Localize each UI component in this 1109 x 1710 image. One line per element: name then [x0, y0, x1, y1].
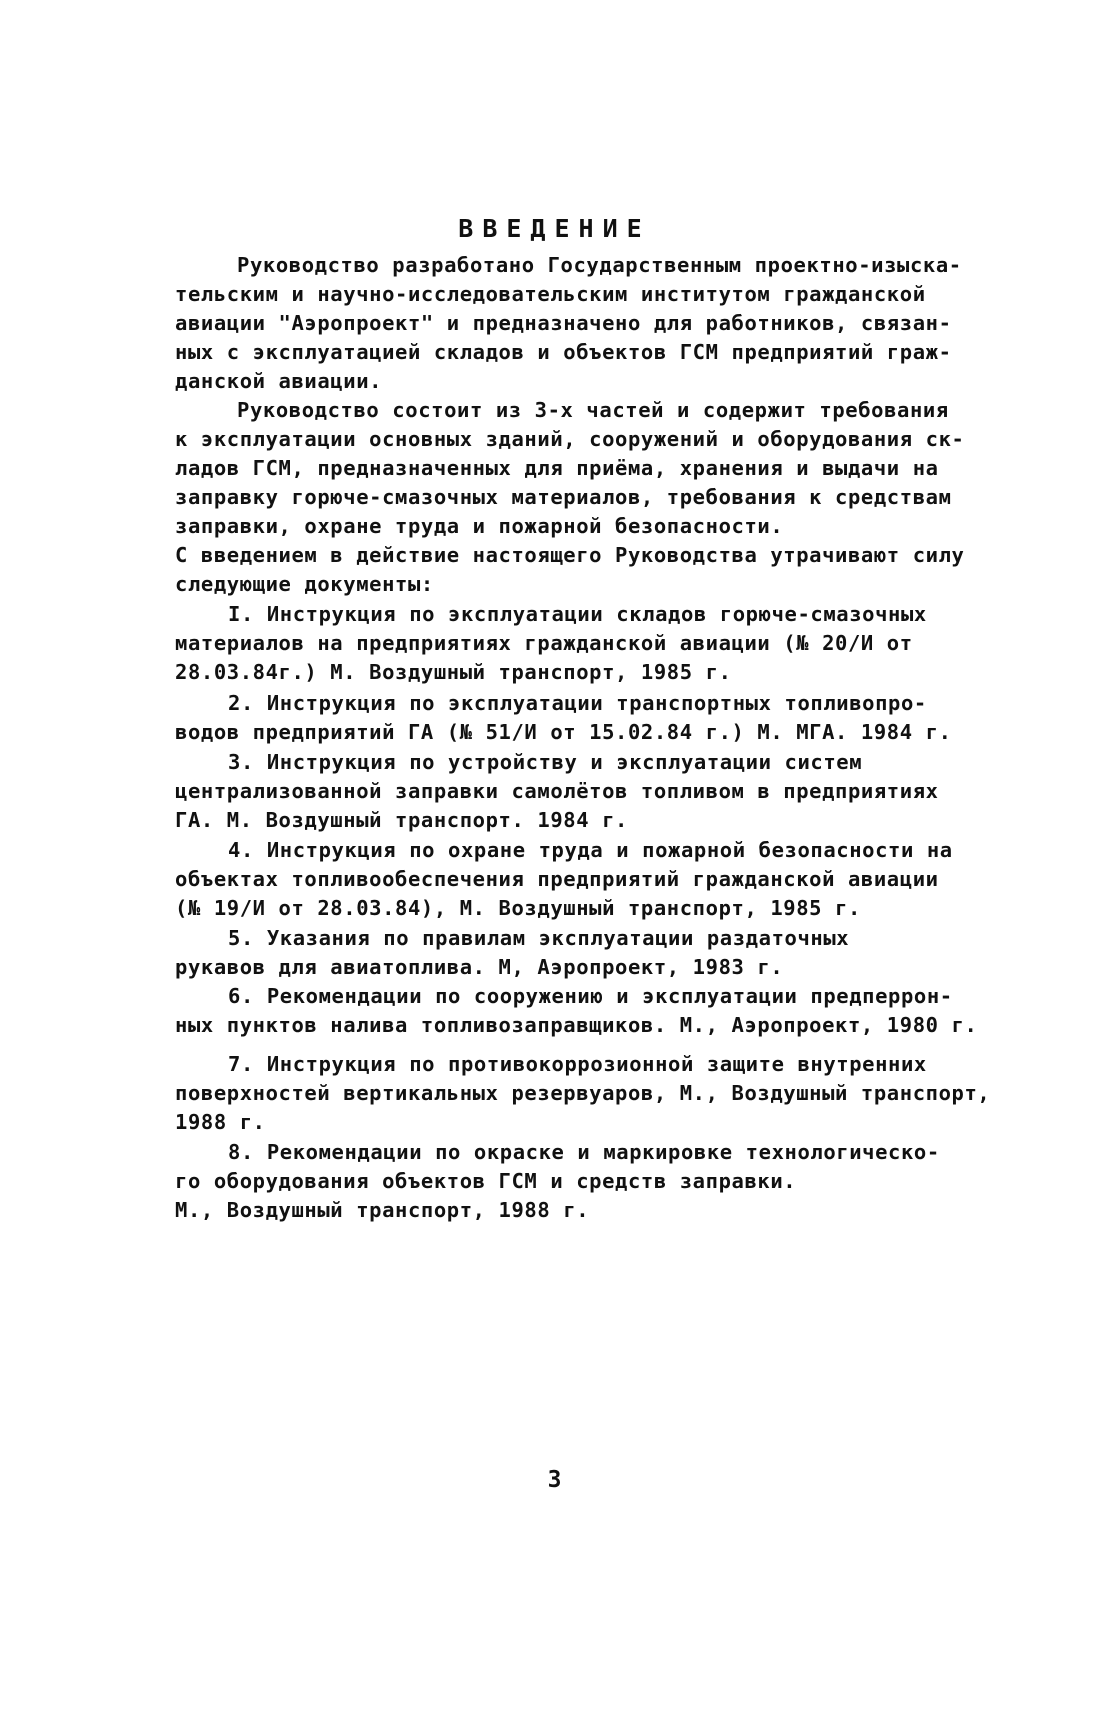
paragraph2-line: заправки, охране труда и пожарной безопасности. [175, 514, 784, 538]
document-item-line: го оборудования объектов ГСМ и средств заправки. [175, 1169, 797, 1193]
paragraph2-line: ладов ГСМ, предназначенных для приёма, хранения и выдачи на [175, 456, 939, 480]
paragraph1-line: ных с эксплуатацией складов и объектов ГСМ предприятий граж- [175, 340, 952, 364]
document-item-line: ГА. М. Воздушный транспорт. 1984 г. [175, 808, 628, 832]
intro-line: С введением в действие настоящего Руководства утрачивают силу [175, 543, 965, 567]
document-item-line: М., Воздушный транспорт, 1988 г. [175, 1198, 590, 1222]
paragraph1-line: данской авиации. [175, 369, 383, 393]
document-item-line: I. Инструкция по эксплуатации складов горюче-смазочных [228, 602, 927, 626]
document-item-line: централизованной заправки самолётов топливом в предприятиях [175, 779, 939, 803]
page-title: ВВЕДЕНИЕ [458, 214, 651, 243]
paragraph1-line: авиации "Аэропроект" и предназначено для работников, связан- [175, 311, 952, 335]
document-item-line: 2. Инструкция по эксплуатации транспортных топливопро- [228, 691, 927, 715]
intro-line: следующие документы: [175, 572, 434, 596]
document-item-line: материалов на предприятиях гражданской авиации (№ 20/И от [175, 631, 913, 655]
document-item-line: объектах топливообеспечения предприятий гражданской авиации [175, 867, 939, 891]
document-item-line: 28.03.84г.) М. Воздушный транспорт, 1985 г. [175, 660, 732, 684]
document-item-line: 6. Рекомендации по сооружению и эксплуатации предперрон- [228, 984, 953, 1008]
document-item-line: 7. Инструкция по противокоррозионной защите внутренних [228, 1052, 927, 1076]
document-item-line: водов предприятий ГА (№ 51/И от 15.02.84 г.) М. МГА. 1984 г. [175, 720, 952, 744]
paragraph1-line: тельским и научно-исследовательским институтом гражданской [175, 282, 926, 306]
document-item-line: рукавов для авиатоплива. М, Аэропроект, 1983 г. [175, 955, 784, 979]
paragraph2-line: заправку горюче-смазочных материалов, требования к средствам [175, 485, 952, 509]
document-item-line: (№ 19/И от 28.03.84), М. Воздушный транспорт, 1985 г. [175, 896, 861, 920]
document-item-line: 8. Рекомендации по окраске и маркировке технологическо- [228, 1140, 940, 1164]
document-item-line: 4. Инструкция по охране труда и пожарной безопасности на [228, 838, 953, 862]
document-item-line: поверхностей вертикальных резервуаров, М., Воздушный транспорт, [175, 1081, 991, 1105]
paragraph2-line: к эксплуатации основных зданий, сооружений и оборудования ск- [175, 427, 965, 451]
paragraph1-line: Руководство разработано Государственным проектно-изыска- [237, 253, 962, 277]
document-item-line: 5. Указания по правилам эксплуатации раздаточных [228, 926, 850, 950]
page-number: 3 [547, 1467, 562, 1493]
document-item-line: 1988 г. [175, 1110, 266, 1134]
paragraph2-line: Руководство состоит из 3-х частей и содержит требования [237, 398, 949, 422]
document-item-line: ных пунктов налива топливозаправщиков. М., Аэропроект, 1980 г. [175, 1013, 978, 1037]
document-item-line: 3. Инструкция по устройству и эксплуатации систем [228, 750, 863, 774]
